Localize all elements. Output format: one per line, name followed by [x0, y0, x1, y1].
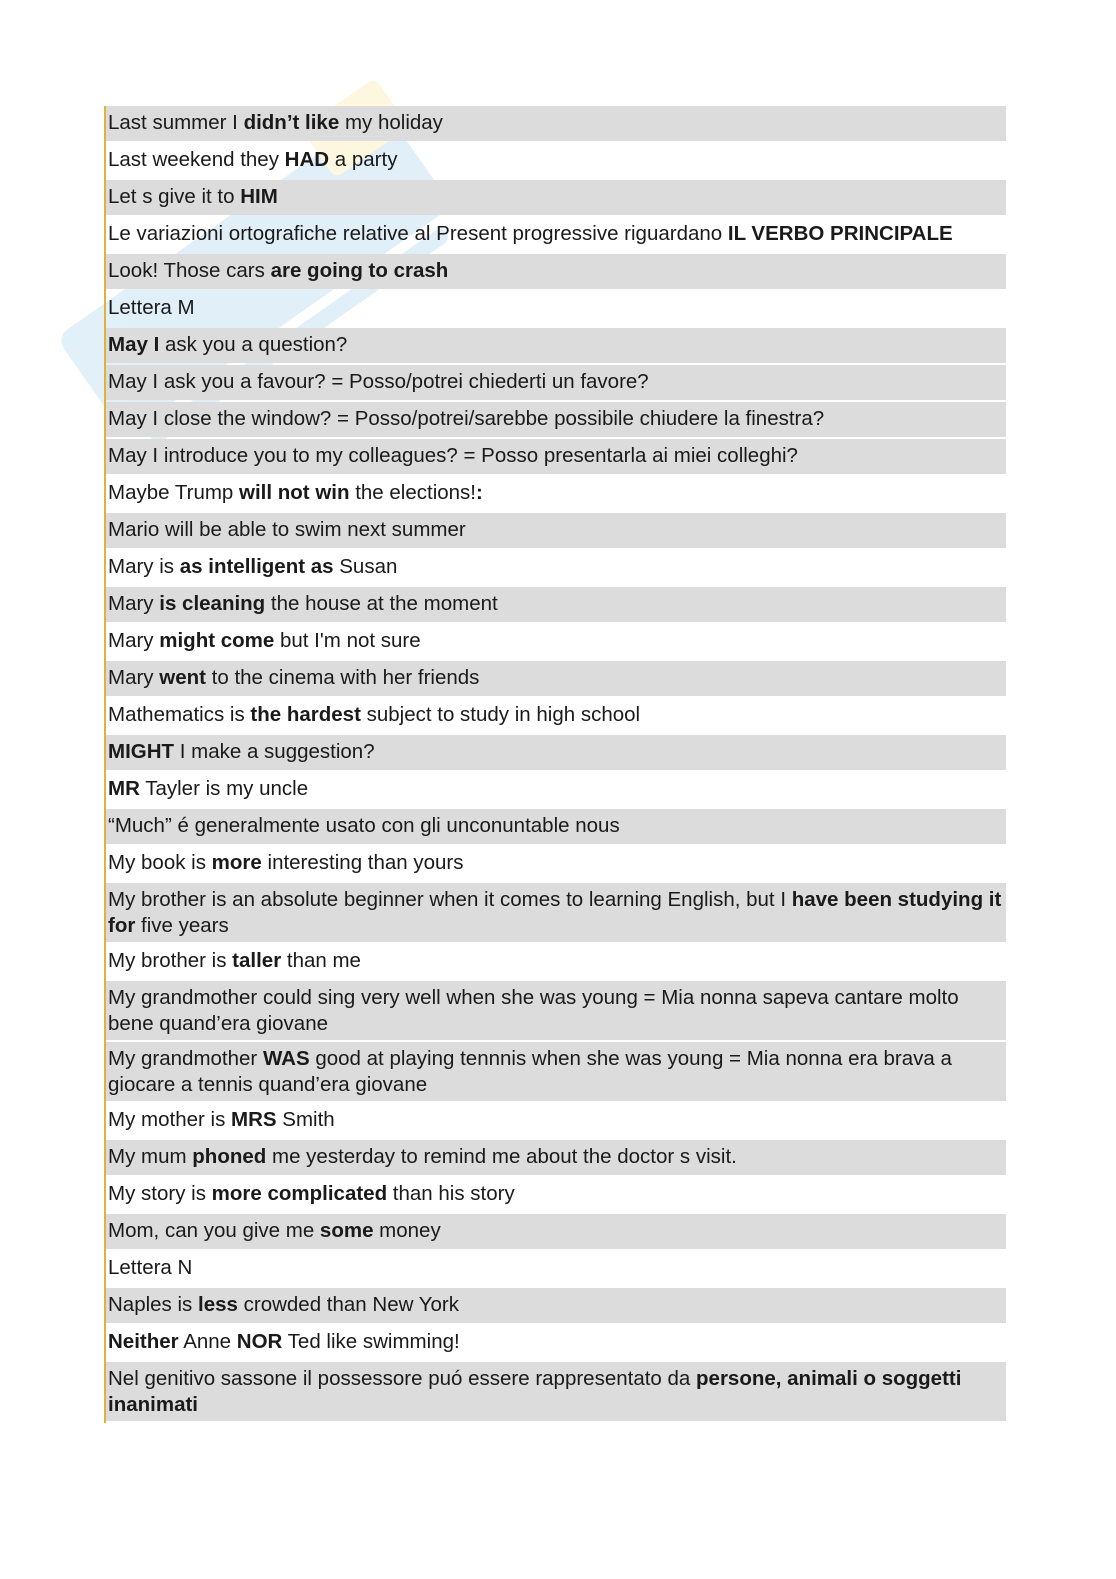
table-row: [106, 1362, 1006, 1421]
text: My book is: [108, 851, 212, 874]
table-row: [106, 439, 1006, 474]
text: My story is: [108, 1182, 212, 1205]
bold-text: persone, animali o soggetti inanimati: [108, 1367, 962, 1416]
text: Le variazioni ortografiche relative al Present progressive riguardano: [108, 222, 728, 245]
bold-text: Neither: [108, 1330, 179, 1353]
table-row: [106, 1288, 1006, 1323]
table-row: [106, 291, 1006, 326]
table-row: [106, 106, 1006, 141]
text: interesting than yours: [261, 851, 464, 874]
text: Mary is: [108, 555, 180, 578]
table-row: [106, 735, 1006, 770]
text: to the cinema with her friends: [205, 666, 480, 689]
table-row: [106, 661, 1006, 696]
text: money: [373, 1219, 441, 1242]
table-row: [106, 1177, 1006, 1212]
table-row: [106, 624, 1006, 659]
bold-text: MR: [108, 777, 140, 800]
bold-text: have been studying it for: [108, 888, 1002, 937]
text: I make a suggestion?: [174, 740, 375, 763]
bold-text: more complicated: [211, 1182, 388, 1205]
text: My brother is an absolute beginner when it comes to learning English, but I: [108, 888, 792, 911]
bold-text: :: [476, 481, 483, 504]
text: my holiday: [339, 111, 443, 134]
text: Mom, can you give me: [108, 1219, 320, 1242]
table-row: [106, 254, 1006, 289]
bold-text: will not win: [239, 481, 350, 504]
text: My brother is: [108, 949, 233, 972]
text: good at playing tennnis when she was young = Mia nonna era brava a giocare a tennis quand’era giovane: [108, 1047, 952, 1096]
table-row: [106, 180, 1006, 215]
bold-text: IL VERBO PRINCIPALE: [727, 222, 953, 245]
text: Naples is: [108, 1293, 199, 1316]
text: My mother is: [108, 1108, 232, 1131]
table-row: [106, 143, 1006, 178]
bold-text: more: [211, 851, 262, 874]
text: crowded than New York: [237, 1293, 459, 1316]
table-row: [106, 476, 1006, 511]
table-row: [106, 550, 1006, 585]
table-row: [106, 328, 1006, 363]
table-row: [106, 846, 1006, 881]
text: Maybe Trump: [108, 481, 240, 504]
text: Anne: [178, 1330, 237, 1353]
bold-text: phoned: [192, 1145, 267, 1168]
bold-text: the hardest: [250, 703, 361, 726]
table-row: [106, 772, 1006, 807]
text: than me: [281, 949, 361, 972]
table-row: [106, 365, 1006, 400]
table-row: [106, 1214, 1006, 1249]
bold-text: less: [198, 1293, 238, 1316]
table-row: [106, 809, 1006, 844]
phrase-table: [104, 106, 1006, 1423]
text: My grandmother: [108, 1047, 263, 1070]
bold-text: May I: [108, 333, 160, 356]
table-row: [106, 1325, 1006, 1360]
bold-text: is cleaning: [159, 592, 266, 615]
text: Look! Those cars: [108, 259, 271, 282]
table-row: [106, 698, 1006, 733]
table-row: [106, 1103, 1006, 1138]
text: subject to study in high school: [360, 703, 641, 726]
table-row: [106, 1251, 1006, 1286]
text: but I'm not sure: [274, 629, 421, 652]
text: than his story: [387, 1182, 515, 1205]
text: Lettera M: [108, 296, 195, 319]
table-row: [106, 944, 1006, 979]
table-row: [106, 587, 1006, 622]
text: May I ask you a favour? = Posso/potrei chiederti un favore?: [108, 370, 649, 393]
table-row: [106, 1042, 1006, 1101]
bold-text: might come: [159, 629, 275, 652]
text: Mary: [108, 629, 160, 652]
table-row: [106, 513, 1006, 548]
bold-text: as intelligent as: [179, 555, 334, 578]
text: May I close the window? = Posso/potrei/sarebbe possibile chiudere la finestra?: [108, 407, 825, 430]
bold-text: didn’t like: [243, 111, 340, 134]
bold-text: MIGHT: [108, 740, 175, 763]
table-row: [106, 981, 1006, 1040]
text: Lettera N: [108, 1256, 193, 1279]
bold-text: some: [319, 1219, 374, 1242]
table-row: [106, 217, 1006, 252]
text: Smith: [276, 1108, 335, 1131]
bold-text: are going to crash: [270, 259, 449, 282]
text: the elections!: [349, 481, 476, 504]
table-row: [106, 1140, 1006, 1175]
text: me yesterday to remind me about the doctor s visit.: [266, 1145, 737, 1168]
text: Let s give it to: [108, 185, 241, 208]
text: My grandmother could sing very well when she was young = Mia nonna sapeva cantare molto bene quand’era giovane: [108, 986, 959, 1035]
text: Susan: [333, 555, 398, 578]
bold-text: went: [159, 666, 206, 689]
text: Ted like swimming!: [282, 1330, 460, 1353]
text: “Much” é generalmente usato con gli unconuntable nous: [108, 814, 620, 837]
bold-text: MRS: [231, 1108, 277, 1131]
text: Last summer I: [108, 111, 244, 134]
text: Mathematics is: [108, 703, 251, 726]
text: Mario will be able to swim next summer: [108, 518, 466, 541]
bold-text: HAD: [284, 148, 330, 171]
bold-text: HIM: [240, 185, 278, 208]
text: Nel genitivo sassone il possessore puó essere rappresentato da: [108, 1367, 697, 1390]
text: Last weekend they: [108, 148, 285, 171]
bold-text: taller: [232, 949, 282, 972]
text: May I introduce you to my colleagues? = Posso presentarla ai miei colleghi?: [108, 444, 798, 467]
text: ask you a question?: [159, 333, 348, 356]
text: Mary: [108, 666, 160, 689]
text: Tayler is my uncle: [139, 777, 309, 800]
table-row: [106, 402, 1006, 437]
text: the house at the moment: [265, 592, 498, 615]
text: My mum: [108, 1145, 193, 1168]
text: Mary: [108, 592, 160, 615]
text: five years: [135, 913, 229, 937]
table-row: [106, 883, 1006, 942]
bold-text: WAS: [262, 1047, 310, 1070]
text: a party: [329, 148, 398, 171]
bold-text: NOR: [236, 1330, 283, 1353]
